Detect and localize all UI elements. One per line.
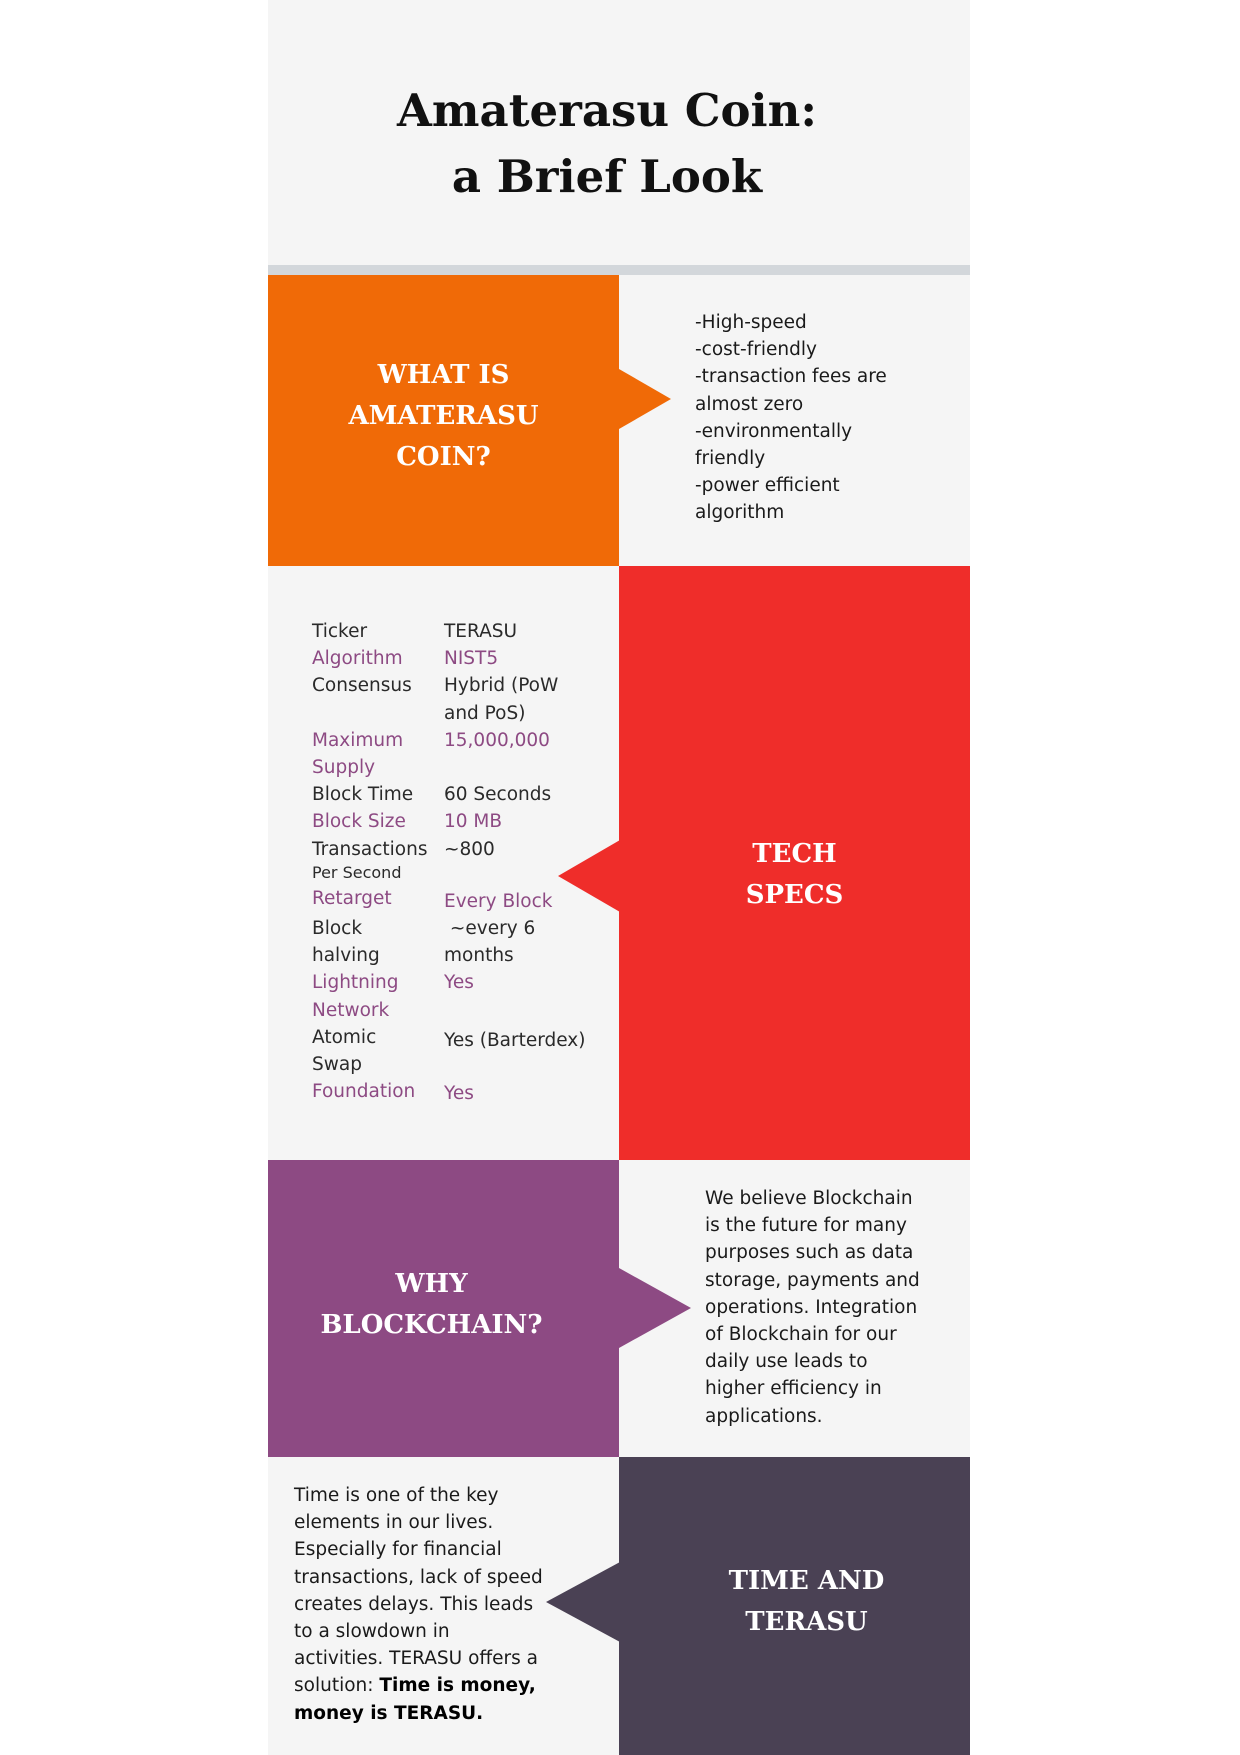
page-title	[268, 78, 946, 210]
spec-value: Yes (Barterdex)	[444, 1029, 586, 1051]
title-line-1: Amaterasu Coin:	[397, 84, 817, 137]
text-line: elements in our lives.	[294, 1512, 494, 1534]
what-is-heading-panel	[268, 275, 619, 566]
spec-row-foundation	[312, 1078, 612, 1107]
spec-row-maximum-supply	[312, 727, 612, 781]
what-is-pointer	[619, 369, 671, 429]
spec-row-ticker	[312, 618, 612, 645]
what-is-text-panel	[619, 275, 970, 566]
spec-value: Hybrid (PoW and PoS)	[444, 675, 559, 724]
why-blockchain-heading: WHY BLOCKCHAIN?	[320, 1269, 543, 1340]
feature-line: -environmentally	[695, 420, 853, 442]
text-line: is the future for many	[705, 1215, 907, 1237]
time-heading-panel	[619, 1457, 970, 1755]
what-is-heading: WHAT IS AMATERASU COIN?	[348, 360, 539, 472]
text-line: operations. Integration	[705, 1296, 918, 1318]
spec-row-transactions-per-second	[312, 836, 612, 883]
spec-value: NIST5	[444, 648, 499, 670]
text-line	[294, 1672, 614, 1699]
spec-row-atomic-swap	[312, 1024, 612, 1078]
text-line: activities. TERASU offers a	[294, 1648, 538, 1670]
title-line-2: a Brief Look	[451, 150, 763, 203]
text-line: storage, payments and	[705, 1269, 920, 1291]
feature-line: -cost-friendly	[695, 339, 817, 361]
text-line	[294, 1700, 614, 1727]
feature-line: -power efficient	[695, 475, 840, 497]
feature-line: friendly	[695, 448, 766, 470]
spec-label: Foundation	[312, 1081, 416, 1103]
spec-row-consensus	[312, 672, 612, 726]
text-line: We believe Blockchain	[705, 1188, 913, 1209]
tech-specs-heading: TECH SPECS	[745, 839, 844, 910]
spec-label: Block halving	[312, 918, 380, 967]
text-line: Especially for financial	[294, 1539, 502, 1561]
emphasis-money-is-terasu: money is TERASU.	[294, 1702, 484, 1724]
spec-label: Maximum Supply	[312, 729, 404, 779]
spec-label: Ticker	[312, 621, 368, 642]
tech-specs-table	[312, 618, 612, 1107]
text-line: purposes such as data	[705, 1242, 914, 1264]
spec-value: 60 Seconds	[444, 784, 552, 806]
feature-line: algorithm	[695, 502, 785, 524]
title-block	[268, 0, 970, 265]
title-divider	[268, 265, 970, 275]
spec-label: Block Time	[312, 784, 414, 806]
text-line: of Blockchain for our	[705, 1324, 897, 1346]
spec-row-lightning-network	[312, 969, 612, 1023]
spec-row-algorithm	[312, 645, 612, 672]
what-is-features-list	[695, 309, 965, 527]
spec-value: Yes	[444, 1083, 474, 1105]
spec-value: ~every 6 months	[444, 918, 542, 967]
why-blockchain-pointer	[619, 1268, 691, 1348]
spec-label: Block Size	[312, 811, 406, 833]
emphasis-time-is-money: Time is money,	[379, 1675, 536, 1697]
feature-line: -High-speed	[695, 312, 807, 333]
time-heading: TIME AND TERASU	[728, 1566, 885, 1637]
spec-label: Atomic Swap	[312, 1026, 377, 1076]
text-line: daily use leads to	[705, 1351, 868, 1373]
spec-value: 10 MB	[444, 811, 503, 833]
spec-value: TERASU	[444, 621, 518, 642]
text-line: applications.	[705, 1405, 823, 1427]
tech-specs-heading-panel	[619, 566, 970, 1160]
spec-row-block-time	[312, 781, 612, 808]
text-line: Time is one of the key	[294, 1485, 499, 1506]
feature-line: almost zero	[695, 393, 804, 415]
why-blockchain-text	[705, 1185, 965, 1430]
spec-value: ~800	[444, 838, 495, 860]
feature-line: -transaction fees are	[695, 366, 887, 388]
spec-value: Every Block	[444, 890, 553, 912]
infographic-page	[268, 0, 970, 1755]
text-line: higher efficiency in	[705, 1378, 882, 1400]
spec-label: Retarget	[312, 887, 392, 909]
spec-label	[312, 836, 444, 883]
spec-label: Algorithm	[312, 648, 403, 670]
spec-value: Yes	[444, 972, 474, 994]
spec-row-retarget	[312, 885, 612, 915]
spec-value: 15,000,000	[444, 729, 550, 751]
spec-label-main: Transactions	[312, 838, 428, 860]
why-blockchain-heading-panel	[268, 1160, 619, 1457]
spec-label-sub: Per Second	[312, 862, 402, 882]
time-pointer	[546, 1562, 620, 1642]
spec-label: Lightning Network	[312, 972, 399, 1021]
spec-label: Consensus	[312, 675, 412, 697]
text-fragment: solution:	[294, 1675, 380, 1697]
text-line: to a slowdown in	[294, 1621, 450, 1643]
text-line: creates delays. This leads	[294, 1593, 534, 1615]
spec-row-block-size	[312, 808, 612, 835]
spec-row-block-halving	[312, 915, 612, 969]
text-line: transactions, lack of speed	[294, 1566, 543, 1588]
